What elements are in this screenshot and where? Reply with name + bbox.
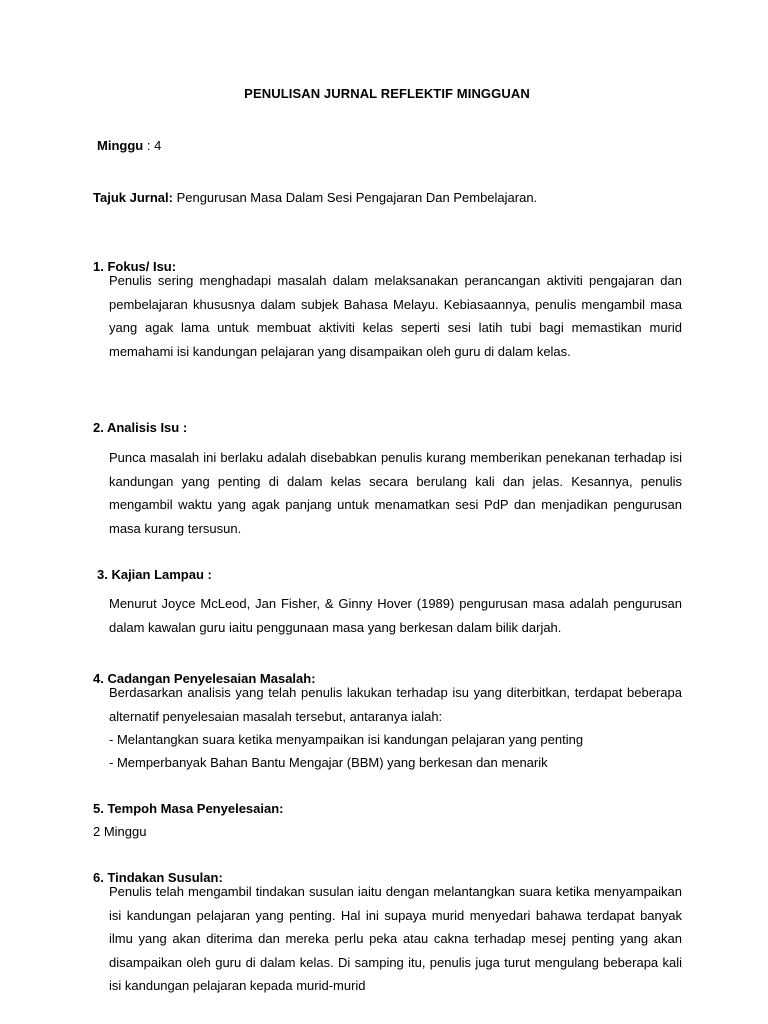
section-body-analysis (109, 446, 682, 540)
section-body-literature (109, 592, 682, 639)
section-text-solution: Berdasarkan analisis yang telah penulis lakukan terhadap isu yang diterbitkan, terdapat beberapa alternatif penyelesaian masalah tersebut, antaranya ialah: (109, 685, 682, 724)
week-line (97, 138, 161, 153)
section-body-followup (109, 880, 682, 998)
section-heading-analysis: 2. Analisis Isu : (93, 420, 188, 435)
section-text-duration: 2 Minggu (93, 824, 147, 839)
document-title: PENULISAN JURNAL REFLEKTIF MINGGUAN (244, 86, 530, 101)
solution-item-1: - Melantangkan suara ketika menyampaikan isi kandungan pelajaran yang penting (109, 732, 584, 747)
solution-item-2: - Memperbanyak Bahan Bantu Mengajar (BBM) yang berkesan dan menarik (109, 755, 548, 770)
section-text-analysis: Punca masalah ini berlaku adalah disebabkan penulis kurang memberikan penekanan terhadap isi kandungan yang penting di dalam kelas secara berulang kali dan jelas. Kesannya, penulis mengambil waktu yang agak panjang untuk menamatkan sesi PdP dan menjadikan pengurusan masa kurang tersusun. (109, 450, 682, 536)
section-text-followup: Penulis telah mengambil tindakan susulan iaitu dengan melantangkan suara ketika menyampaikan isi kandungan pelajaran yang penting. Hal ini supaya murid menyedari bahawa terdapat banyak ilmu yang akan diterima dan mereka perlu peka atau cakna terhadap mesej penting yang akan disampaikan oleh guru di dalam kelas. Di samping itu, penulis juga turut mengulang beberapa kali isi kandungan pelajaran kepada murid-murid (109, 884, 682, 993)
section-body-solution (109, 681, 682, 728)
section-heading-focus: 1. Fokus/ Isu: (93, 259, 177, 274)
section-body-focus (109, 269, 682, 363)
section-heading-literature: 3. Kajian Lampau : (97, 567, 212, 582)
section-text-literature: Menurut Joyce McLeod, Jan Fisher, & Ginny Hover (1989) pengurusan masa adalah pengurusan dalam kawalan guru iaitu penggunaan masa yang berkesan dalam bilik darjah. (109, 596, 682, 635)
section-heading-solution: 4. Cadangan Penyelesaian Masalah: (93, 671, 316, 686)
section-heading-duration: 5. Tempoh Masa Penyelesaian: (93, 801, 284, 816)
week-value: 4 (154, 138, 162, 153)
week-separator: : (143, 138, 155, 153)
journal-title-label: Tajuk Jurnal: (93, 190, 173, 205)
journal-title-line (93, 190, 537, 205)
section-text-focus: Penulis sering menghadapi masalah dalam melaksanakan perancangan aktiviti pengajaran dan pembelajaran khususnya dalam subjek Bahasa Melayu. Kebiasaannya, penulis mengambil masa yang agak lama untuk membuat aktiviti kelas seperti sesi latih tubi bagi memastikan murid memahami isi kandungan pelajaran yang disampaikan oleh guru di dalam kelas. (109, 273, 682, 359)
week-label: Minggu (97, 138, 144, 153)
journal-title-value: Pengurusan Masa Dalam Sesi Pengajaran Dan Pembelajaran. (172, 190, 538, 205)
section-heading-followup: 6. Tindakan Susulan: (93, 870, 223, 885)
